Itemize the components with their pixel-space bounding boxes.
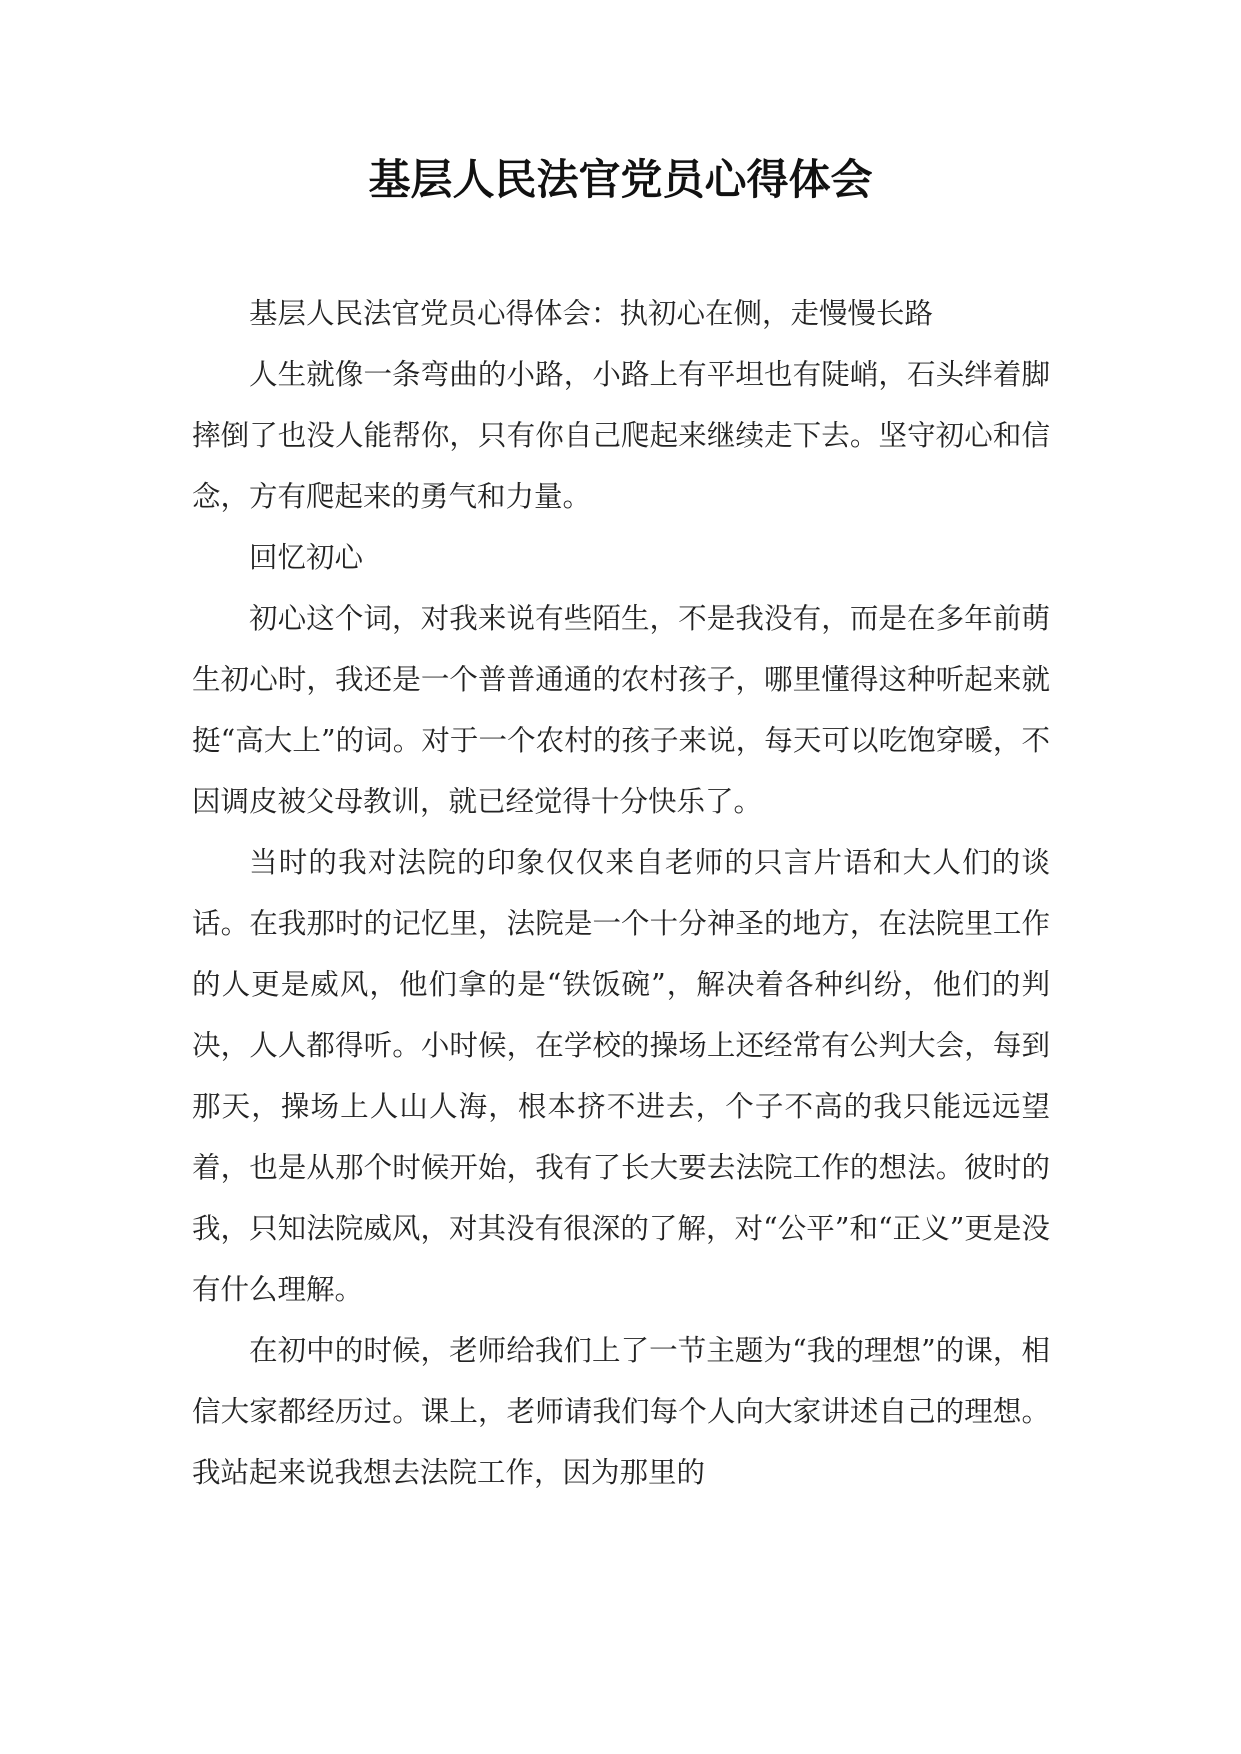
document-body <box>192 283 1050 1503</box>
document-title: 基层人民法官党员心得体会 <box>368 155 873 204</box>
paragraph: 在初中的时候，老师给我们上了一节主题为“我的理想”的课，相信大家都经历过。课上，老师请我们每个人向大家讲述自己的理想。我站起来说我想去法院工作，因为那里的 <box>192 1334 1050 1489</box>
paragraph-subtitle: 基层人民法官党员心得体会：执初心在侧，走慢慢长路 <box>249 297 934 330</box>
paragraph: 人生就像一条弯曲的小路，小路上有平坦也有陡峭，石头绊着脚摔倒了也没人能帮你，只有你自己爬起来继续走下去。坚守初心和信念，方有爬起来的勇气和力量。 <box>192 358 1050 513</box>
section-heading: 回忆初心 <box>249 541 364 574</box>
paragraph: 初心这个词，对我来说有些陌生，不是我没有，而是在多年前萌生初心时，我还是一个普普通通的农村孩子，哪里懂得这种听起来就挺“高大上”的词。对于一个农村的孩子来说，每天可以吃饱穿暖，不因调皮被父母教训，就已经觉得十分快乐了。 <box>192 602 1050 818</box>
paragraph: 当时的我对法院的印象仅仅来自老师的只言片语和大人们的谈话。在我那时的记忆里，法院是一个十分神圣的地方，在法院里工作的人更是威风，他们拿的是“铁饭碗”，解决着各种纠纷，他们的判决，人人都得听。小时候，在学校的操场上还经常有公判大会，每到那天，操场上人山人海，根本挤不进去，个子不高的我只能远远望着，也是从那个时候开始，我有了长大要去法院工作的想法。彼时的我，只知法院威风，对其没有很深的了解，对“公平”和“正义”更是没有什么理解。 <box>192 846 1050 1306</box>
